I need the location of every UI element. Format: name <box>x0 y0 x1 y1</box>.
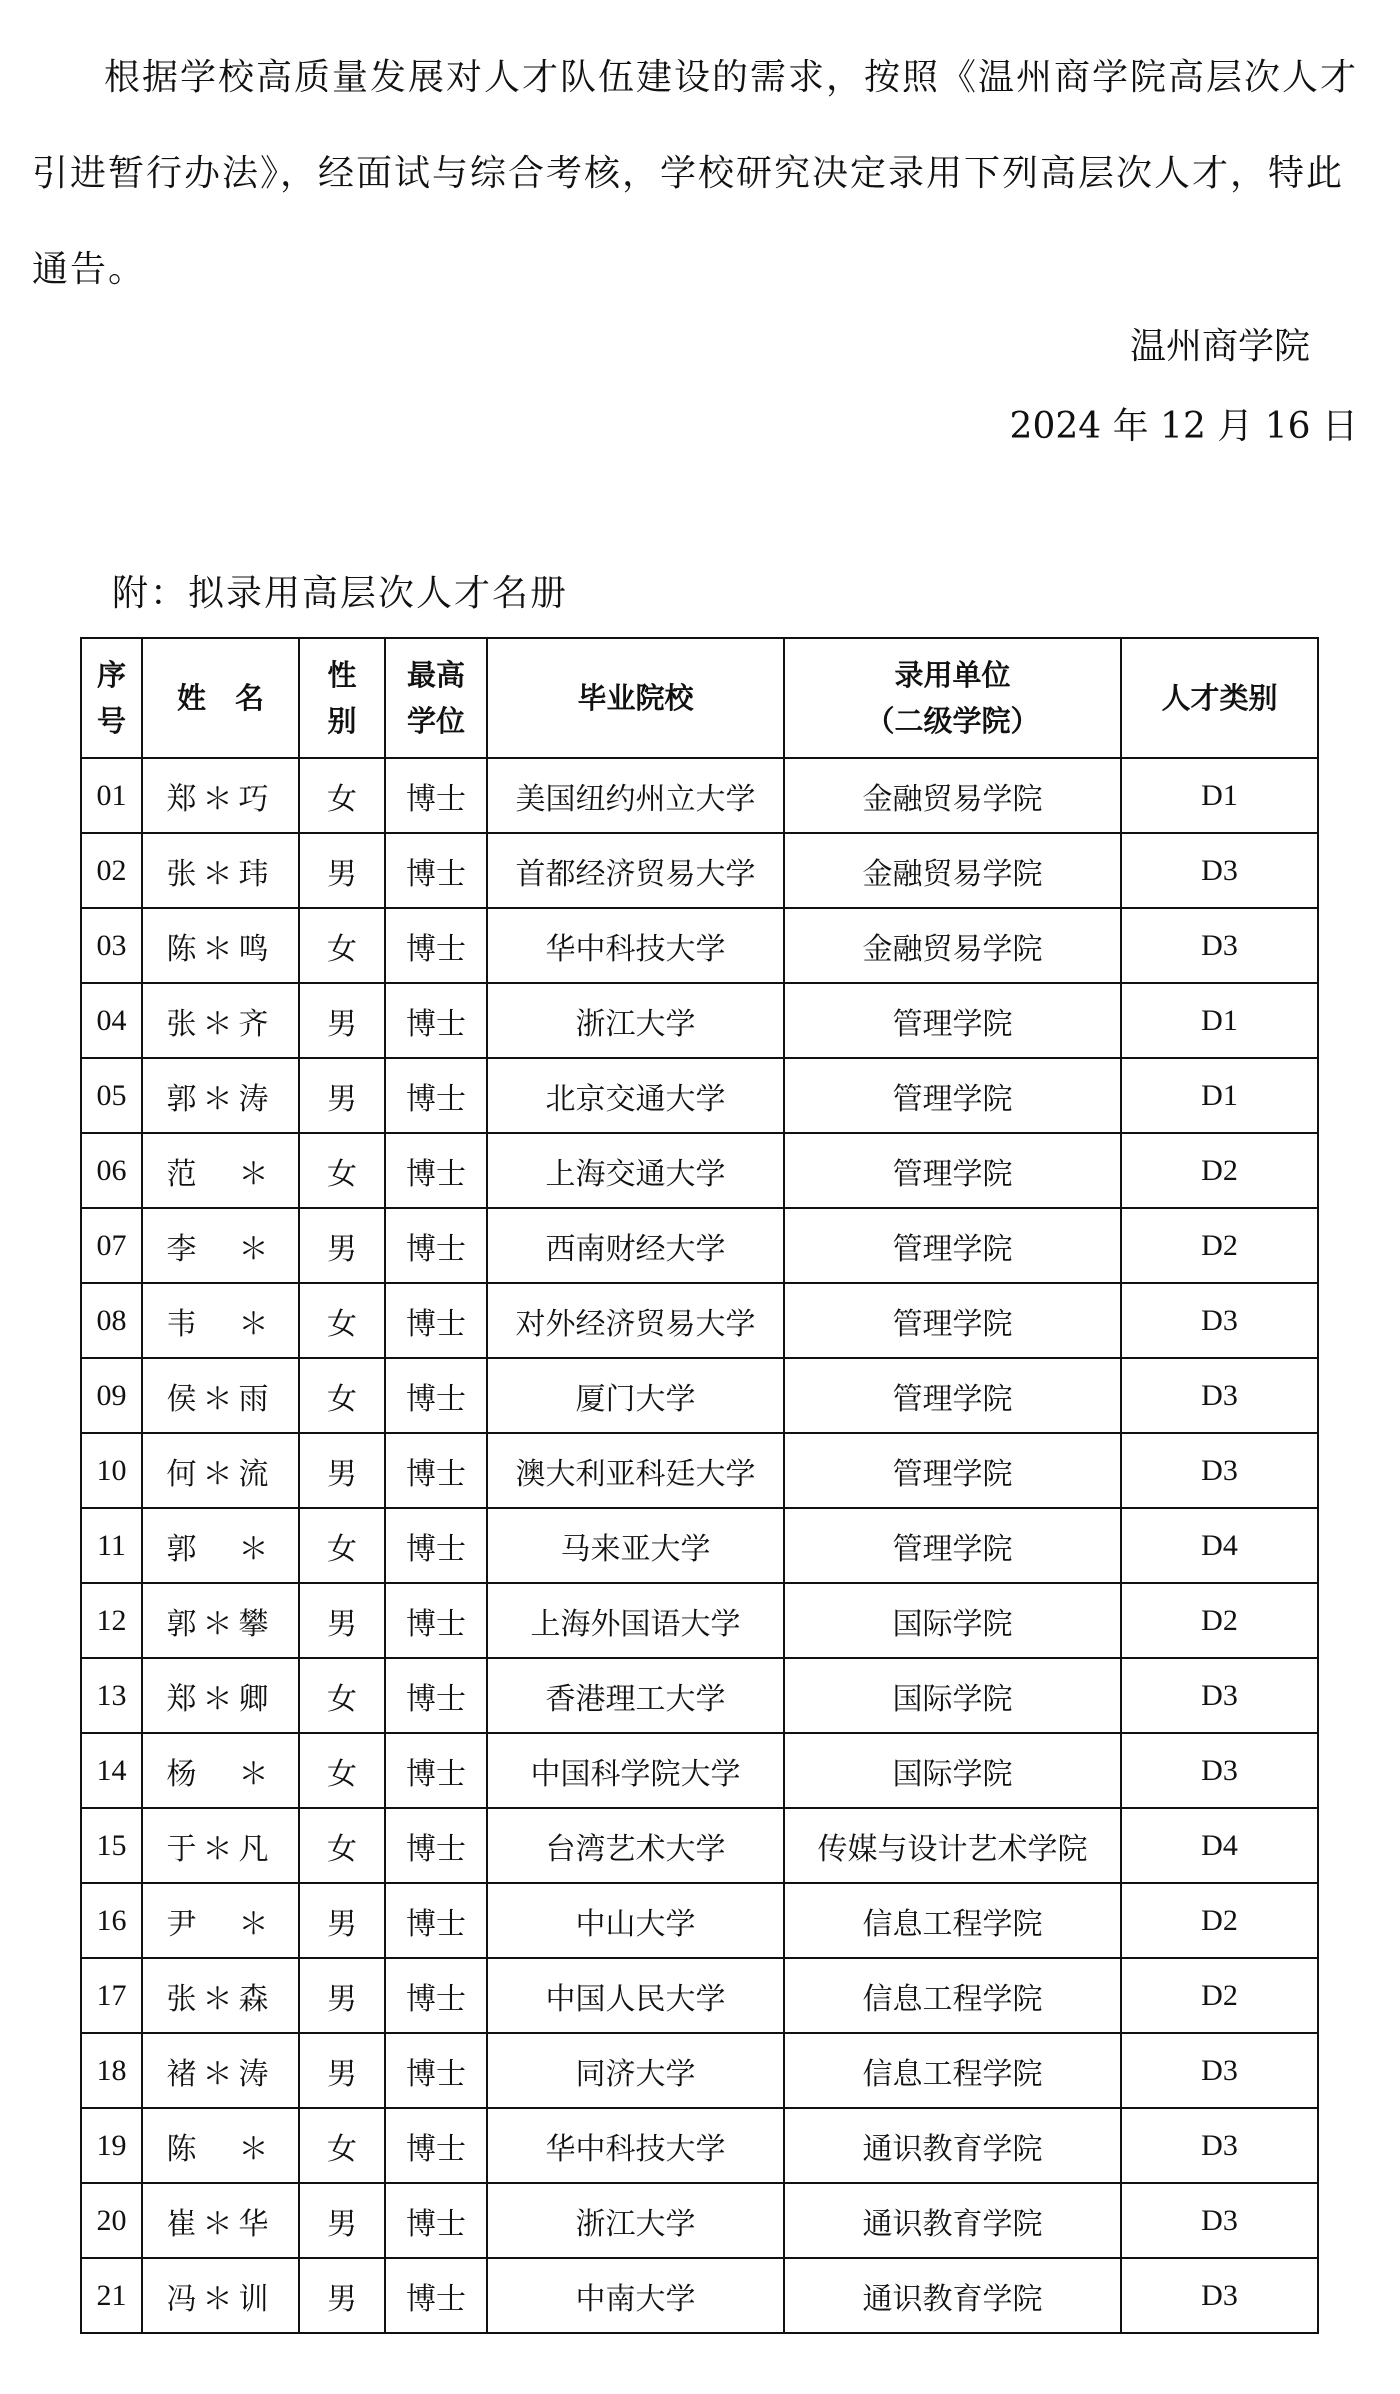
cell-school: 华中科技大学 <box>487 2108 784 2183</box>
cell-school: 华中科技大学 <box>487 908 784 983</box>
cell-category: D3 <box>1121 2108 1318 2183</box>
cell-unit: 管理学院 <box>784 1358 1121 1433</box>
cell-seq: 10 <box>81 1433 142 1508</box>
cell-category: D4 <box>1121 1808 1318 1883</box>
cell-seq: 14 <box>81 1733 142 1808</box>
table-row <box>81 1358 1318 1433</box>
cell-name: 陈 ＊ <box>142 2108 299 2183</box>
header-category: 人才类别 <box>1121 638 1318 758</box>
cell-name: 韦 ＊ <box>142 1283 299 1358</box>
header-seq: 序号 <box>81 638 142 758</box>
table-row <box>81 1658 1318 1733</box>
table-row <box>81 758 1318 833</box>
cell-name: 郭＊涛 <box>142 1058 299 1133</box>
cell-gender: 女 <box>299 1733 385 1808</box>
cell-seq: 06 <box>81 1133 142 1208</box>
cell-degree: 博士 <box>385 1133 487 1208</box>
cell-school: 同济大学 <box>487 2033 784 2108</box>
cell-category: D3 <box>1121 1733 1318 1808</box>
cell-school: 厦门大学 <box>487 1358 784 1433</box>
cell-name: 张＊玮 <box>142 833 299 908</box>
cell-seq: 03 <box>81 908 142 983</box>
cell-unit: 金融贸易学院 <box>784 908 1121 983</box>
cell-category: D2 <box>1121 1133 1318 1208</box>
cell-category: D3 <box>1121 1283 1318 1358</box>
cell-school: 马来亚大学 <box>487 1508 784 1583</box>
cell-degree: 博士 <box>385 983 487 1058</box>
table-row <box>81 1058 1318 1133</box>
cell-category: D1 <box>1121 983 1318 1058</box>
header-gender: 性别 <box>299 638 385 758</box>
table-row <box>81 1208 1318 1283</box>
cell-category: D3 <box>1121 908 1318 983</box>
cell-seq: 19 <box>81 2108 142 2183</box>
cell-category: D1 <box>1121 1058 1318 1133</box>
cell-gender: 男 <box>299 2183 385 2258</box>
cell-degree: 博士 <box>385 2033 487 2108</box>
cell-seq: 09 <box>81 1358 142 1433</box>
cell-unit: 管理学院 <box>784 1508 1121 1583</box>
cell-unit: 信息工程学院 <box>784 1958 1121 2033</box>
cell-name: 陈＊鸣 <box>142 908 299 983</box>
table-row <box>81 2183 1318 2258</box>
cell-gender: 男 <box>299 2033 385 2108</box>
table-row <box>81 1808 1318 1883</box>
cell-category: D2 <box>1121 1583 1318 1658</box>
table-row <box>81 833 1318 908</box>
cell-name: 何＊流 <box>142 1433 299 1508</box>
cell-gender: 男 <box>299 1058 385 1133</box>
cell-gender: 女 <box>299 758 385 833</box>
cell-seq: 15 <box>81 1808 142 1883</box>
cell-school: 上海外国语大学 <box>487 1583 784 1658</box>
cell-category: D4 <box>1121 1508 1318 1583</box>
cell-degree: 博士 <box>385 1658 487 1733</box>
cell-category: D3 <box>1121 1433 1318 1508</box>
cell-gender: 男 <box>299 1958 385 2033</box>
cell-gender: 男 <box>299 1208 385 1283</box>
table-row <box>81 1508 1318 1583</box>
cell-school: 北京交通大学 <box>487 1058 784 1133</box>
cell-school: 中南大学 <box>487 2258 784 2333</box>
table-row <box>81 983 1318 1058</box>
cell-name: 张＊森 <box>142 1958 299 2033</box>
cell-unit: 通识教育学院 <box>784 2183 1121 2258</box>
cell-unit: 信息工程学院 <box>784 1883 1121 1958</box>
cell-gender: 女 <box>299 1508 385 1583</box>
cell-gender: 男 <box>299 1883 385 1958</box>
cell-gender: 男 <box>299 983 385 1058</box>
cell-gender: 男 <box>299 1433 385 1508</box>
cell-seq: 17 <box>81 1958 142 2033</box>
cell-unit: 金融贸易学院 <box>784 758 1121 833</box>
header-unit-line2: （二级学院） <box>865 704 1040 738</box>
header-unit-line1: 录用单位 <box>894 658 1011 692</box>
cell-seq: 18 <box>81 2033 142 2108</box>
cell-category: D1 <box>1121 758 1318 833</box>
cell-unit: 管理学院 <box>784 1058 1121 1133</box>
cell-name: 郭 ＊ <box>142 1508 299 1583</box>
cell-category: D3 <box>1121 2183 1318 2258</box>
cell-seq: 07 <box>81 1208 142 1283</box>
cell-school: 澳大利亚科廷大学 <box>487 1433 784 1508</box>
cell-seq: 20 <box>81 2183 142 2258</box>
cell-name: 杨 ＊ <box>142 1733 299 1808</box>
cell-degree: 博士 <box>385 1283 487 1358</box>
cell-unit: 金融贸易学院 <box>784 833 1121 908</box>
table-row <box>81 1883 1318 1958</box>
cell-unit: 管理学院 <box>784 1208 1121 1283</box>
cell-name: 郑＊巧 <box>142 758 299 833</box>
cell-category: D3 <box>1121 2258 1318 2333</box>
cell-degree: 博士 <box>385 833 487 908</box>
cell-degree: 博士 <box>385 2183 487 2258</box>
cell-degree: 博士 <box>385 1808 487 1883</box>
table-body <box>81 758 1318 2333</box>
cell-category: D3 <box>1121 1658 1318 1733</box>
cell-unit: 管理学院 <box>784 983 1121 1058</box>
table-row <box>81 1283 1318 1358</box>
cell-degree: 博士 <box>385 908 487 983</box>
cell-unit: 管理学院 <box>784 1133 1121 1208</box>
cell-seq: 11 <box>81 1508 142 1583</box>
table-header-row <box>81 638 1318 758</box>
cell-category: D3 <box>1121 2033 1318 2108</box>
cell-unit: 国际学院 <box>784 1733 1121 1808</box>
table-row <box>81 2033 1318 2108</box>
cell-seq: 13 <box>81 1658 142 1733</box>
cell-gender: 女 <box>299 1133 385 1208</box>
cell-gender: 男 <box>299 1583 385 1658</box>
cell-school: 美国纽约州立大学 <box>487 758 784 833</box>
cell-degree: 博士 <box>385 2108 487 2183</box>
cell-degree: 博士 <box>385 1058 487 1133</box>
cell-name: 郭＊攀 <box>142 1583 299 1658</box>
cell-school: 上海交通大学 <box>487 1133 784 1208</box>
cell-school: 中国人民大学 <box>487 1958 784 2033</box>
cell-name: 褚＊涛 <box>142 2033 299 2108</box>
cell-degree: 博士 <box>385 1958 487 2033</box>
cell-school: 西南财经大学 <box>487 1208 784 1283</box>
cell-degree: 博士 <box>385 1883 487 1958</box>
cell-name: 李 ＊ <box>142 1208 299 1283</box>
cell-unit: 国际学院 <box>784 1658 1121 1733</box>
cell-gender: 男 <box>299 833 385 908</box>
cell-category: D3 <box>1121 833 1318 908</box>
cell-degree: 博士 <box>385 1433 487 1508</box>
cell-school: 对外经济贸易大学 <box>487 1283 784 1358</box>
cell-degree: 博士 <box>385 758 487 833</box>
cell-school: 首都经济贸易大学 <box>487 833 784 908</box>
cell-unit: 传媒与设计艺术学院 <box>784 1808 1121 1883</box>
cell-gender: 男 <box>299 2258 385 2333</box>
notice-paragraph: 根据学校高质量发展对人才队伍建设的需求，按照《温州商学院高层次人才引进暂行办法》，经面试与综合考核，学校研究决定录用下列高层次人才，特此通告。 <box>32 57 1359 290</box>
cell-school: 中国科学院大学 <box>487 1733 784 1808</box>
cell-seq: 12 <box>81 1583 142 1658</box>
cell-unit: 信息工程学院 <box>784 2033 1121 2108</box>
cell-unit: 国际学院 <box>784 1583 1121 1658</box>
cell-gender: 女 <box>299 1658 385 1733</box>
cell-seq: 08 <box>81 1283 142 1358</box>
cell-unit: 管理学院 <box>784 1433 1121 1508</box>
cell-degree: 博士 <box>385 1508 487 1583</box>
talent-roster-table <box>80 637 1319 2334</box>
cell-degree: 博士 <box>385 2258 487 2333</box>
header-unit <box>784 638 1121 758</box>
notice-date: 2024 年 12 月 16 日 <box>1009 406 1358 447</box>
cell-name: 冯＊训 <box>142 2258 299 2333</box>
cell-unit: 通识教育学院 <box>784 2108 1121 2183</box>
header-degree: 最高学位 <box>385 638 487 758</box>
cell-school: 中山大学 <box>487 1883 784 1958</box>
header-name: 姓 名 <box>142 638 299 758</box>
cell-gender: 女 <box>299 1358 385 1433</box>
attachment-title: 附：拟录用高层次人才名册 <box>112 573 569 614</box>
cell-name: 崔＊华 <box>142 2183 299 2258</box>
cell-unit: 通识教育学院 <box>784 2258 1121 2333</box>
cell-school: 台湾艺术大学 <box>487 1808 784 1883</box>
cell-school: 香港理工大学 <box>487 1658 784 1733</box>
cell-degree: 博士 <box>385 1358 487 1433</box>
table-row <box>81 1958 1318 2033</box>
cell-seq: 04 <box>81 983 142 1058</box>
table-row <box>81 1583 1318 1658</box>
cell-gender: 女 <box>299 2108 385 2183</box>
cell-seq: 02 <box>81 833 142 908</box>
issuer-name: 温州商学院 <box>1129 326 1310 367</box>
cell-name: 于＊凡 <box>142 1808 299 1883</box>
cell-name: 张＊齐 <box>142 983 299 1058</box>
cell-gender: 女 <box>299 1808 385 1883</box>
header-school: 毕业院校 <box>487 638 784 758</box>
table-row <box>81 1133 1318 1208</box>
cell-name: 侯＊雨 <box>142 1358 299 1433</box>
table-row <box>81 908 1318 983</box>
table-row <box>81 2258 1318 2333</box>
cell-seq: 21 <box>81 2258 142 2333</box>
cell-category: D2 <box>1121 1958 1318 2033</box>
cell-school: 浙江大学 <box>487 2183 784 2258</box>
cell-seq: 01 <box>81 758 142 833</box>
cell-seq: 05 <box>81 1058 142 1133</box>
cell-name: 范 ＊ <box>142 1133 299 1208</box>
cell-degree: 博士 <box>385 1208 487 1283</box>
table-row <box>81 2108 1318 2183</box>
cell-degree: 博士 <box>385 1583 487 1658</box>
cell-degree: 博士 <box>385 1733 487 1808</box>
cell-gender: 女 <box>299 908 385 983</box>
cell-school: 浙江大学 <box>487 983 784 1058</box>
cell-unit: 管理学院 <box>784 1283 1121 1358</box>
table-row <box>81 1433 1318 1508</box>
cell-category: D3 <box>1121 1358 1318 1433</box>
table-row <box>81 1733 1318 1808</box>
cell-name: 郑＊卿 <box>142 1658 299 1733</box>
cell-gender: 女 <box>299 1283 385 1358</box>
cell-seq: 16 <box>81 1883 142 1958</box>
cell-category: D2 <box>1121 1883 1318 1958</box>
cell-category: D2 <box>1121 1208 1318 1283</box>
cell-name: 尹 ＊ <box>142 1883 299 1958</box>
